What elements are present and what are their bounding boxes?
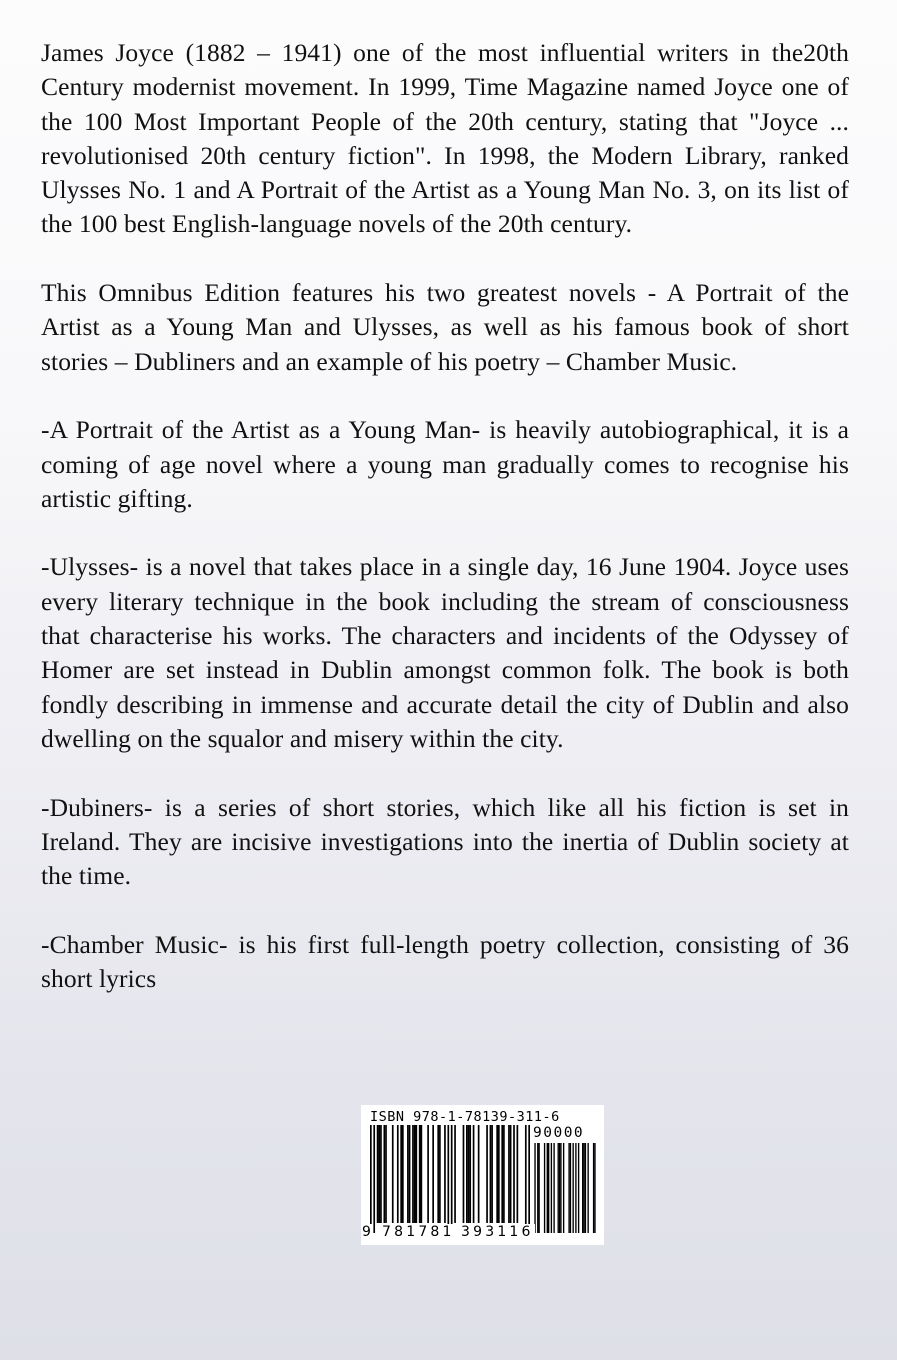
barcode-guard-bar: [447, 1125, 449, 1233]
barcode-bar: [437, 1125, 439, 1223]
addon-bar: [537, 1143, 538, 1233]
barcode-guard-bar: [373, 1125, 375, 1233]
barcode-bar: [466, 1125, 468, 1223]
barcode-bar: [414, 1125, 416, 1223]
barcode-bar: [407, 1125, 409, 1223]
barcode-bar: [400, 1125, 402, 1223]
addon-bar: [568, 1143, 569, 1233]
addon-bar: [593, 1143, 594, 1233]
blurb-text: [41, 36, 849, 1031]
ean5-addon-bars: [533, 1143, 597, 1233]
barcode-bar: [513, 1125, 515, 1223]
addon-bar: [548, 1143, 549, 1233]
barcode-bar: [397, 1125, 399, 1223]
ean-right-group: 393116: [461, 1224, 534, 1240]
ean-left-group: 781781: [382, 1224, 455, 1240]
addon-bar: [575, 1143, 576, 1233]
barcode-bar: [473, 1125, 475, 1223]
barcode-bar: [486, 1125, 488, 1223]
addon-bar: [538, 1143, 539, 1233]
price-code: 90000: [533, 1125, 585, 1141]
barcode-bar: [377, 1125, 379, 1223]
addon-bar: [594, 1143, 595, 1233]
addon-bar: [560, 1143, 561, 1233]
barcode-bar: [503, 1125, 505, 1223]
barcode-bar: [510, 1125, 512, 1223]
barcode-bar: [402, 1125, 404, 1223]
addon-bar: [558, 1143, 559, 1233]
barcode-bar: [468, 1125, 470, 1223]
addon-bar: [547, 1143, 548, 1233]
barcode-bar: [478, 1125, 480, 1223]
barcode-bar: [383, 1125, 385, 1223]
blurb-paragraph-omnibus: This Omnibus Edition features his two greatest novels - A Portrait of the Artist as a Young Man and Ulysses, as well as his famous book of short stories – Dubliners and an example of his poetry – Chamber Music.: [41, 278, 849, 376]
barcode-bar: [380, 1125, 382, 1223]
barcode-bar: [419, 1125, 421, 1223]
addon-bar: [553, 1143, 554, 1233]
barcode-bar: [415, 1125, 417, 1223]
barcode-bar: [444, 1125, 446, 1223]
blurb-paragraph-ulysses: -Ulysses- is a novel that takes place in a single day, 16 June 1904. Joyce uses every literary technique in the book including the stream of consciousness that characterise his works. The characters and incidents of the Odyssey of Homer are set instead in Dublin amongst common folk. The book is both fondly describing in immense and accurate detail the city of Dublin and also dwelling on the squalor and misery within the city.: [41, 552, 849, 753]
barcode-bar: [491, 1125, 493, 1223]
barcode-bar: [439, 1125, 441, 1223]
addon-bar: [585, 1143, 586, 1233]
barcode-bar: [421, 1125, 423, 1223]
barcode-bar: [432, 1125, 434, 1223]
addon-bar: [559, 1143, 560, 1233]
barcode-bar: [427, 1125, 429, 1223]
addon-bar: [570, 1143, 571, 1233]
barcode-bar: [385, 1125, 387, 1223]
barcode-bar: [508, 1125, 510, 1223]
addon-bar: [582, 1143, 583, 1233]
barcode-bar: [463, 1125, 465, 1223]
barcode-bar: [412, 1125, 414, 1223]
barcode-bar: [454, 1125, 456, 1223]
addon-bar: [578, 1143, 579, 1233]
barcode-guard-bar: [525, 1125, 527, 1233]
ean-first-digit: 9: [362, 1224, 371, 1240]
barcode-bar: [496, 1125, 498, 1223]
addon-bar: [544, 1143, 545, 1233]
barcode-bar: [498, 1125, 500, 1223]
barcode-bar: [409, 1125, 411, 1223]
barcode-bar: [501, 1125, 503, 1223]
blurb-paragraph-dubliners: -Dubiners- is a series of short stories, which like all his fiction is set in Ireland. They are incisive investigations into the inertia of Dublin society at the time.: [41, 792, 849, 891]
addon-bar: [572, 1143, 573, 1233]
barcode-guard-bar: [370, 1125, 372, 1233]
ean13-barcode-bars: [370, 1125, 530, 1233]
barcode-guard-bar: [451, 1125, 453, 1233]
addon-bar: [587, 1143, 588, 1233]
addon-bar: [534, 1143, 535, 1233]
isbn-barcode: [361, 1105, 604, 1245]
blurb-paragraph-bio: James Joyce (1882 – 1941) one of the most influential writers in the20th Century modernist movement. In 1999, Time Magazine named Joyce one of the 100 Most Important People of the 20th century, stating that "Joyce ... revolutionised 20th century fiction". In 1998, the Modern Library, ranked Ulysses No. 1 and A Portrait of the Artist as a Young Man No. 3, on its list of the 100 best English-language novels of the 20th century.: [41, 38, 849, 239]
blurb-paragraph-portrait: -A Portrait of the Artist as a Young Man- is heavily autobiographical, it is a coming of age novel where a young man gradually comes to recognise his artistic gifting.: [41, 415, 849, 513]
isbn-label: ISBN 978-1-78139-311-6: [370, 1109, 560, 1125]
addon-bar: [551, 1143, 552, 1233]
barcode-bar: [490, 1125, 492, 1223]
barcode-bar: [392, 1125, 394, 1223]
addon-bar: [563, 1143, 564, 1233]
barcode-bar: [378, 1125, 380, 1223]
blurb-paragraph-chamber-music: -Chamber Music- is his first full-length poetry collection, consisting of 36 short lyrics: [41, 929, 849, 994]
barcode-bar: [517, 1125, 519, 1223]
barcode-guard-bar: [528, 1125, 530, 1233]
barcode-bar: [469, 1125, 471, 1223]
addon-bar: [583, 1143, 584, 1233]
